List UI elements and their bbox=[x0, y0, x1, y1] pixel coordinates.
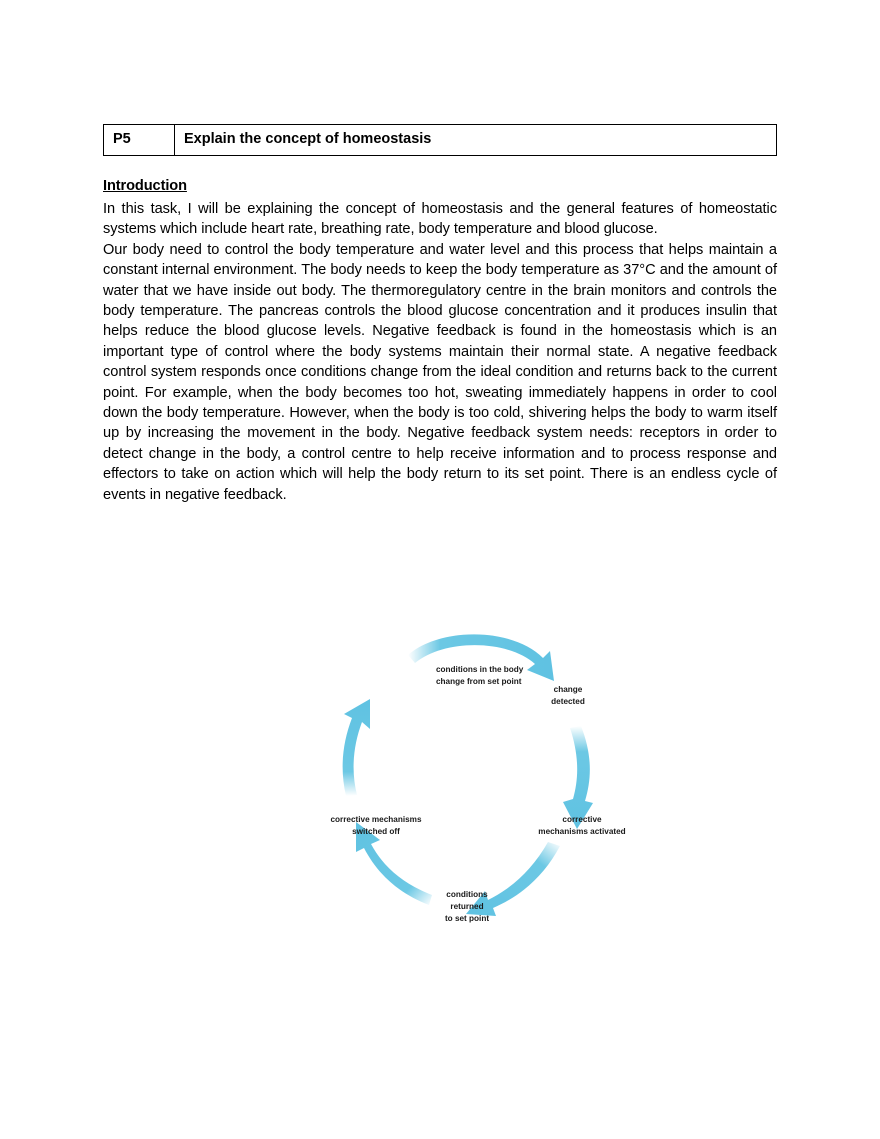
cycle-label-line: change from set point bbox=[436, 677, 522, 686]
arrow-right-clockwise-icon bbox=[563, 726, 593, 829]
paragraph-homeostasis: Our body need to control the body temperature and water level and this process that helps maintain a constant internal environment. The body needs to keep the body temperature as 37°C and the amount of water that we have inside out body. The thermoregulatory centre in the brain monitors and controls the body temperature. The pancreas controls the blood glucose concentration and it produces insulin that helps reduce the blood glucose levels. Negative feedback is found in the homeostasis which is an important type of control where the body systems maintain their normal state. A negative feedback control system responds once conditions change from the ideal condition and returns back to the current point. For example, when the body becomes too hot, sweating immediately happens in order to cool down the body temperature. However, when the body is too cold, shivering helps the body to warm itself up by increasing the movement in the body. Negative feedback system needs: receptors in order to detect change in the body, a control centre to help receive information and to process response and effectors to take on action which will help the body return to its set point. There is an endless cycle of events in negative feedback. bbox=[103, 241, 777, 503]
criteria-task-cell: Explain the concept of homeostasis bbox=[175, 125, 777, 156]
criteria-table bbox=[103, 124, 777, 156]
cycle-label-mechanisms-switched-off bbox=[330, 815, 421, 836]
cycle-label-line: detected bbox=[551, 697, 585, 706]
cycle-label-line: conditions in the body bbox=[436, 665, 524, 674]
cycle-label-line: switched off bbox=[352, 827, 400, 836]
criteria-code-cell: P5 bbox=[104, 125, 175, 156]
cycle-label-line: mechanisms activated bbox=[538, 827, 626, 836]
table-row bbox=[104, 125, 777, 156]
paragraph-intro: In this task, I will be explaining the concept of homeostasis and the general features of homeostatic systems which include heart rate, breathing rate, body temperature and blood glucose. bbox=[103, 201, 777, 238]
homeostasis-cycle-diagram bbox=[280, 608, 660, 938]
cycle-label-line: returned bbox=[450, 902, 484, 911]
arrow-top-clockwise-icon bbox=[408, 634, 554, 681]
cycle-label-conditions-change bbox=[436, 665, 524, 686]
cycle-label-line: to set point bbox=[444, 914, 490, 923]
section-heading-introduction: Introduction bbox=[103, 178, 187, 194]
cycle-label-line: corrective bbox=[562, 815, 602, 824]
cycle-label-line: corrective mechanisms bbox=[330, 815, 422, 824]
cycle-label-mechanisms-activated bbox=[538, 815, 625, 836]
body-text bbox=[103, 199, 777, 505]
arrow-left-clockwise-icon bbox=[343, 699, 370, 796]
cycle-label-line: change bbox=[553, 685, 583, 694]
cycle-label-change-detected bbox=[551, 685, 585, 706]
cycle-label-line: conditions bbox=[446, 890, 488, 899]
cycle-label-conditions-returned bbox=[445, 890, 489, 923]
